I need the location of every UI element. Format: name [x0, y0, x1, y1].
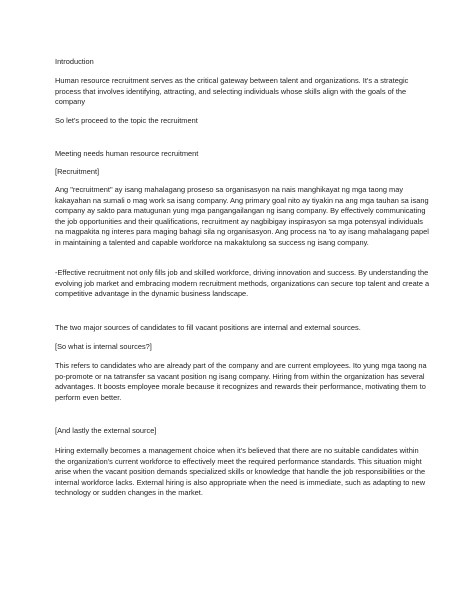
effective-recruitment-paragraph: -Effective recruitment not only fills job and skilled workforce, driving innovation and success. By understanding the evolving job market and embracing modern recruitment methods, organizations can secure top talent and create a competitive advantage in the dynamic business landscape. [55, 268, 430, 299]
sources-paragraph: The two major sources of candidates to fill vacant positions are internal and external sources. [55, 323, 361, 332]
external-source-label: [And lastly the external source] [55, 426, 157, 435]
internal-sources-label: [So what is internal sources?] [55, 342, 152, 351]
external-source-paragraph: Hiring externally becomes a management choice when it's believed that there are no suitable candidates within the organization's current workforce to effectively meet the required performance standards. This situation might arise when the vacant position demands specialized skills or knowledge that handle the job responsibilities or the internal workforce lacks. External hiring is also appropriate when the need is immediate, such as adapting to new technology or sudden changes in the market. [55, 446, 426, 498]
transition-line: So let's proceed to the topic the recruitment [55, 116, 198, 125]
intro-paragraph: Human resource recruitment serves as the critical gateway between talent and organizations. It's a strategic process that involves identifying, attracting, and selecting individuals whose skills align with the goals of the company [55, 76, 409, 107]
recruitment-label: [Recruitment] [55, 167, 100, 176]
section-heading: Meeting needs human resource recruitment [55, 149, 199, 158]
recruitment-paragraph: Ang "recruitment" ay isang mahalagang proseso sa organisasyon na nais manghikayat ng mga taong may kakayahan na sumali o mag work sa isang company. Ang primary goal nito ay tiyakin na ang mga tauhan sa isang company ay sakto para matugunan yung mga pangangailangan ng isang company. By effectively communicating the job opportunities and their qualifications, recruitment ay nagbibigay inspirasyon sa mga potensyal individuals na magpakita ng interes para maging bahagi sila ng organisasyon. Ang process na 'to ay isang mahalagang papel in maintaining a talented and capable workforce na makaktulong sa success ng isang company. [55, 185, 429, 247]
intro-heading: Introduction [55, 57, 94, 66]
internal-sources-paragraph: This refers to candidates who are already part of the company and are current employees. Ito yung mga taong na po-promote or na tatransfer sa vacant position ng isang company. Hiring from within the organization has several advantages. It boosts employee morale because it recognizes and rewards their performance, motivating them to perform even better. [55, 361, 427, 402]
